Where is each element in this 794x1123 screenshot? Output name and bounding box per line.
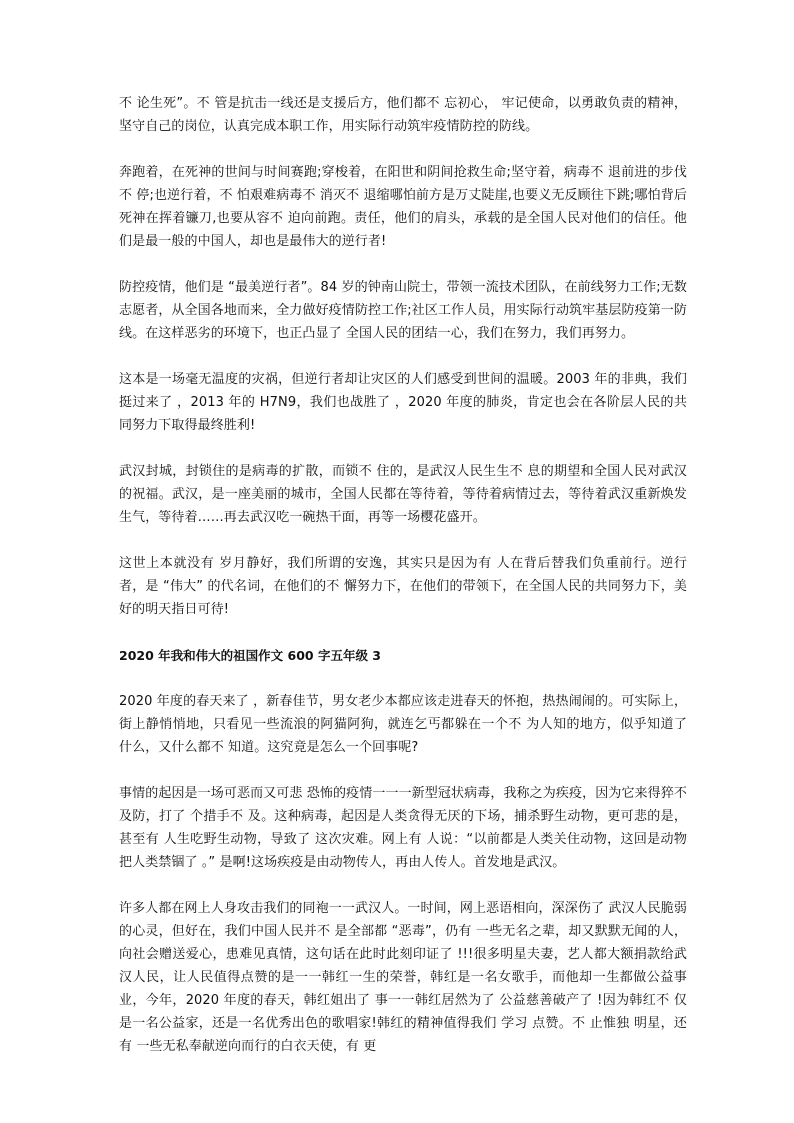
document-page [119, 92, 687, 1081]
section-paragraph-2: 事情的起因是一场可恶而又可悲 恐怖的疫情一一一新型冠状病毒，我称之为疾疫，因为它来得猝不 及防，打了 个措手不 及。这种病毒，起因是人类贪得无厌的下场，捕杀野生动物，更可悲的是，甚至有 人生吃野生动物，导致了 这次灾难。网上有 人说：“以前都是人类关住动物，这回是动物把人类禁锢了 。” 是啊!这场疾疫是由动物传人，再由人传人。首发地是武汉。 [119, 786, 687, 870]
paragraph-6: 这世上本就没有 岁月静好，我们所谓的安逸，其实只是因为有 人在背后替我们负重前行。逆行者，是 “伟大” 的代名词，在他们的不 懈努力下，在他们的带领下，在全国人民的共同努力下，美好的明天指日可待! [119, 556, 687, 617]
section-paragraph-3: 许多人都在网上人身攻击我们的同袍一一武汉人。一时间，网上恶语相向，深深伤了 武汉人民脆弱的心灵，但好在，我们中国人民并不 是全部都 “恶毒”，仍有 一些无名之辈，却又默默无闻的人，向社会赠送爱心，患难见真情，这句话在此时此刻印证了 !!!很多明星夫妻，艺人都大额捐款给武汉人民，让人民值得点赞的是一一韩红一生的荣誉，韩红是一名女歌手，而他却一生都做公益事业，今年，2020 年度的春天，韩红姐出了 事一一韩红居然为了 公益慈善破产了 !因为韩红不 仅是一名公益家，还是一名优秀出色的歌唱家!韩红的精神值得我们 学习 点赞。不 止惟独 明星，还有 一些无私奉献逆向而行的白衣天使，有 更 [119, 901, 687, 1054]
paragraph-4: 这本是一场毫无温度的灾祸，但逆行者却让灾区的人们感受到世间的温暖。2003 年的非典，我们挺过来了 ，2013 年的 H7N9，我们也战胜了 ，2020 年度的肺炎，肯定也会在各阶层人民的共同努力下取得最终胜利! [119, 372, 687, 433]
paragraph-2: 奔跑着，在死神的世间与时间赛跑;穿梭着，在阳世和阴间抢救生命;坚守着，病毒不 退前进的步伐不 停;也逆行着，不 怕艰难病毒不 消灭不 退缩哪怕前方是万丈陡崖,也要义无反顾往下跳;哪怕背后死神在挥着镰刀,也要从容不 迫向前跑。责任，他们的肩头，承载的是全国人民对他们的信任。他们是最一般的中国人，却也是最伟大的逆行者! [119, 165, 687, 249]
paragraph-5: 武汉封城，封锁住的是病毒的扩散，而锁不 住的，是武汉人民生生不 息的期望和全国人民对武汉的祝福。武汉，是一座美丽的城市，全国人民都在等待着，等待着病情过去，等待着武汉重新焕发生气，等待着……再去武汉吃一碗热干面，再等一场樱花盛开。 [119, 464, 687, 525]
section-paragraph-1: 2020 年度的春天来了 ，新春佳节，男女老少本都应该走进春天的怀抱，热热闹闹的。可实际上，街上静悄悄地，只看见一些流浪的阿猫阿狗，就连乞丐都躲在一个不 为人知的地方，似乎知道了 什么，又什么都不 知道。这究竟是怎么一个回事呢? [119, 694, 687, 755]
paragraph-3: 防控疫情，他们是 “最美逆行者”。84 岁的钟南山院士，带领一流技术团队，在前线努力工作;无数志愿者，从全国各地而来，全力做好疫情防控工作;社区工作人员，用实际行动筑牢基层防疫第一防线。在这样恶劣的环境下，也正凸显了 全国人民的团结一心，我们在努力，我们再努力。 [119, 280, 687, 341]
paragraph-1: 不 论生死”。不 管是抗击一线还是支援后方，他们都不 忘初心， 牢记使命，以勇敢负责的精神，坚守自己的岗位，认真完成本职工作，用实际行动筑牢疫情防控的防线。 [119, 96, 687, 134]
section-title: 2020 年我和伟大的祖国作文 600 字五年级 3 [119, 648, 381, 663]
